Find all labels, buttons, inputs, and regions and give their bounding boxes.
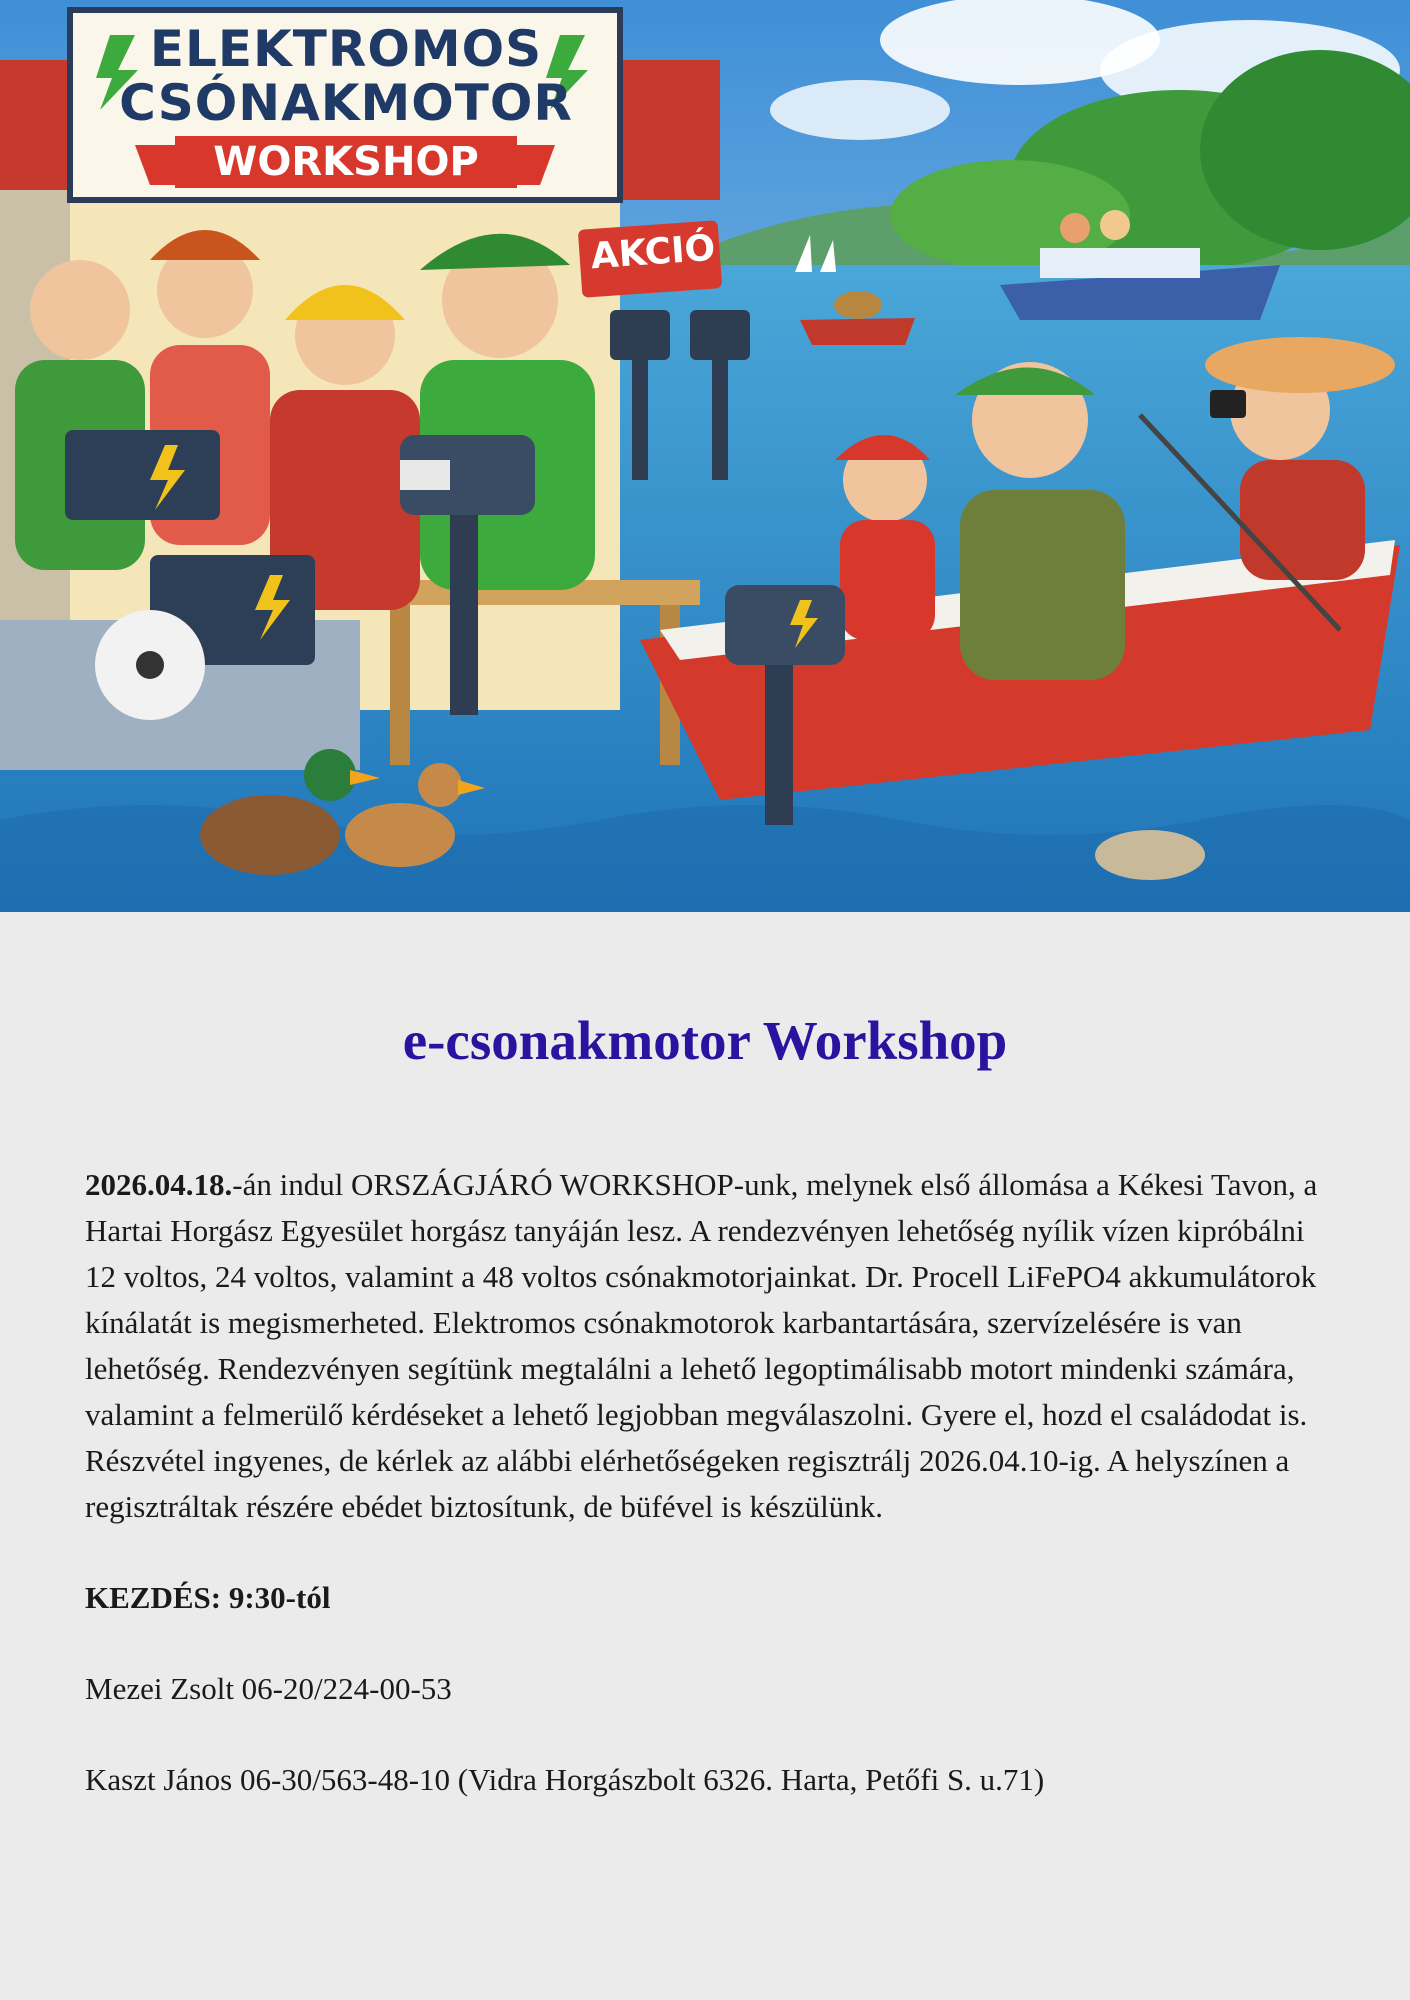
contact-1: Mezei Zsolt 06-20/224-00-53 — [85, 1671, 452, 1706]
sign-line-1: ELEKTROMOS — [149, 20, 543, 78]
intro-paragraph — [85, 1162, 1335, 1530]
intro-text: -án indul ORSZÁGJÁRÓ WORKSHOP-unk, melynek első állomása a Kékesi Tavon, a Hartai Horgász Egyesület horgász tanyáján lesz. A rendezvényen lehetőség nyílik vízen kipróbálni 12 voltos, 24 voltos, valamint a 48 voltos csónakmotorjainkat. Dr. Procell LiFePO4 akkumulátorok kínálatát is megismerheted. Elektromos csónakmotorok karbantartására, szervízelésére is van lehetőség. Rendezvényen segítünk megtalálni a lehető legoptimálisabb motort mindenki számára, valamint a felmerülő kérdéseket a lehető legjobban megválaszolni. Gyere el, hozd el családodat is. Részvétel ingyenes, de kérlek az alábbi elérhetőségeken regisztrálj 2026.04.10-ig. A helyszínen a regisztráltak részére ebédet biztosítunk, de büfével is készülünk. — [85, 1167, 1318, 1524]
contact-2: Kaszt János 06-30/563-48-10 (Vidra Horgászbolt 6326. Harta, Petőfi S. u.71) — [85, 1762, 1045, 1797]
event-title: e-csonakmotor Workshop — [402, 1010, 1008, 1071]
workshop-sign — [88, 22, 604, 188]
hero-illustration — [0, 0, 1410, 912]
start-time-text: KEZDÉS: 9:30-tól — [85, 1580, 331, 1615]
sign-banner: WORKSHOP — [175, 136, 517, 188]
event-date: 2026.04.18. — [85, 1167, 233, 1202]
promo-sign: AKCIÓ — [589, 227, 717, 278]
event-description — [85, 1162, 1335, 1803]
start-time — [85, 1575, 1335, 1621]
sign-line-2: CSÓNAKMOTOR — [119, 74, 573, 132]
